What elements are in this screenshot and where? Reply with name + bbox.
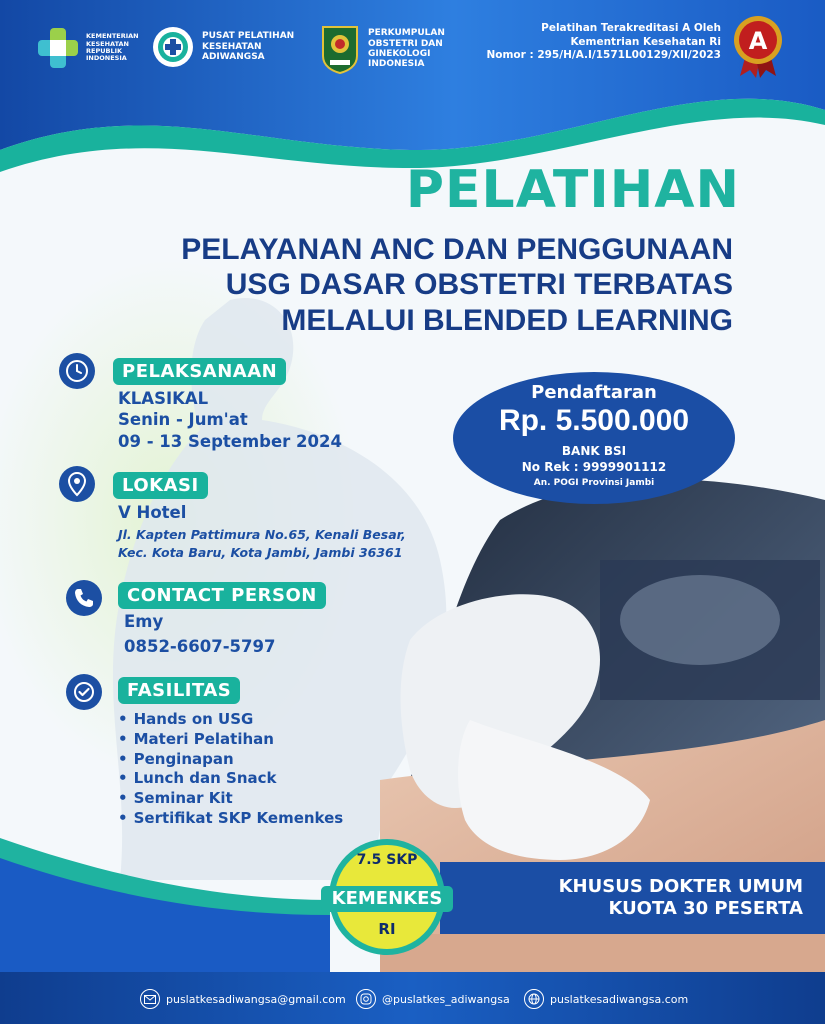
email-icon <box>140 989 160 1009</box>
subtitle-line-2: USG DASAR OBSTETRI TERBATAS <box>225 268 733 302</box>
footer-website-text: puslatkesadiwangsa.com <box>550 992 689 1006</box>
pelaksanaan-details <box>118 388 342 452</box>
contact-details <box>124 611 275 658</box>
pendaftaran-atas-nama: An. POGI Provinsi Jambi <box>533 478 655 488</box>
check-icon <box>66 674 102 710</box>
instagram-icon <box>356 989 376 1009</box>
lokasi-label: LOKASI <box>113 472 208 499</box>
logo-pogi <box>320 24 460 74</box>
title-subtitle <box>33 232 733 338</box>
accreditation-line-3: Nomor : 295/H/A.I/1571L00129/XII/2023 <box>486 49 721 62</box>
lokasi-venue: V Hotel <box>118 503 187 522</box>
footer-website[interactable] <box>524 989 688 1009</box>
logo-pusat-pelatihan <box>152 26 302 68</box>
skp-bottom: RI <box>378 920 396 938</box>
special-line-2: KUOTA 30 PESERTA <box>608 897 803 919</box>
logo-kemenkes <box>36 26 158 70</box>
contact-phone: 0852-6607-5797 <box>124 637 276 657</box>
lokasi-address-line-2: Kec. Kota Baru, Kota Jambi, Jambi 36361 <box>118 545 403 561</box>
pusat-pelatihan-logo-text: PUSAT PELATIHAN KESEHATAN ADIWANGSA <box>202 31 295 63</box>
pogi-logo-text: PERKUMPULAN OBSTETRI DAN GINEKOLOGI INDONESIA <box>368 28 445 70</box>
accreditation-line-2: Kementrian Kesehatan Ri <box>570 35 721 48</box>
fasilitas-item: • Seminar Kit <box>118 789 343 809</box>
fasilitas-item: • Lunch dan Snack <box>118 769 343 789</box>
fasilitas-label: FASILITAS <box>118 677 240 704</box>
pusat-pelatihan-logo-icon <box>152 26 194 68</box>
pelaksanaan-mode: KLASIKAL <box>118 389 209 408</box>
fasilitas-list <box>118 710 343 829</box>
accreditation-badge-icon <box>730 14 786 78</box>
skp-badge <box>315 838 459 956</box>
footer <box>0 972 825 1024</box>
lokasi-address <box>118 526 406 562</box>
special-line-1: KHUSUS DOKTER UMUM <box>558 876 803 897</box>
title-main: PELATIHAN <box>405 160 740 220</box>
globe-icon <box>524 989 544 1009</box>
footer-instagram-text: @puslatkes_adiwangsa <box>382 992 510 1006</box>
pendaftaran-bank: BANK BSI <box>561 444 627 458</box>
badge-letter: A <box>748 27 768 55</box>
pelaksanaan-dates: 09 - 13 September 2024 <box>118 431 342 451</box>
footer-email[interactable] <box>140 989 346 1009</box>
subtitle-line-1: PELAYANAN ANC DAN PENGGUNAAN <box>181 233 733 266</box>
skp-top: 7.5 SKP <box>356 852 418 868</box>
accreditation-line-1: Pelatihan Terakreditasi A Oleh <box>541 22 721 34</box>
pelaksanaan-label: PELAKSANAAN <box>113 358 286 385</box>
fasilitas-item: • Sertifikat SKP Kemenkes <box>118 809 343 829</box>
location-pin-icon <box>59 466 95 502</box>
clock-icon <box>59 353 95 389</box>
kemenkes-logo-text: KEMENTERIAN KESEHATAN REPUBLIK INDONESIA <box>86 32 139 63</box>
special-banner <box>559 876 803 919</box>
lokasi-address-line-1: Jl. Kapten Pattimura No.65, Kenali Besar, <box>118 527 406 542</box>
subtitle-line-3: MELALUI BLENDED LEARNING <box>281 303 733 337</box>
footer-email-text: puslatkesadiwangsa@gmail.com <box>166 992 346 1006</box>
fasilitas-item: • Hands on USG <box>118 710 343 730</box>
pendaftaran-label: Pendaftaran <box>531 382 657 403</box>
skp-mid: KEMENKES <box>321 886 453 912</box>
pendaftaran-rekening: No Rek : 9999901112 <box>521 460 667 474</box>
pendaftaran-oval <box>453 372 735 504</box>
fasilitas-item: • Materi Pelatihan <box>118 730 343 750</box>
contact-name: Emy <box>124 612 164 631</box>
phone-icon <box>66 580 102 616</box>
contact-label: CONTACT PERSON <box>118 582 326 609</box>
fasilitas-item: • Penginapan <box>118 750 343 770</box>
pelaksanaan-days: Senin - Jum'at <box>118 410 248 430</box>
pendaftaran-price: Rp. 5.500.000 <box>498 404 690 437</box>
accreditation-info <box>486 22 721 63</box>
kemenkes-logo-icon <box>36 26 80 70</box>
footer-instagram[interactable] <box>356 989 510 1009</box>
pogi-logo-icon <box>320 24 360 74</box>
